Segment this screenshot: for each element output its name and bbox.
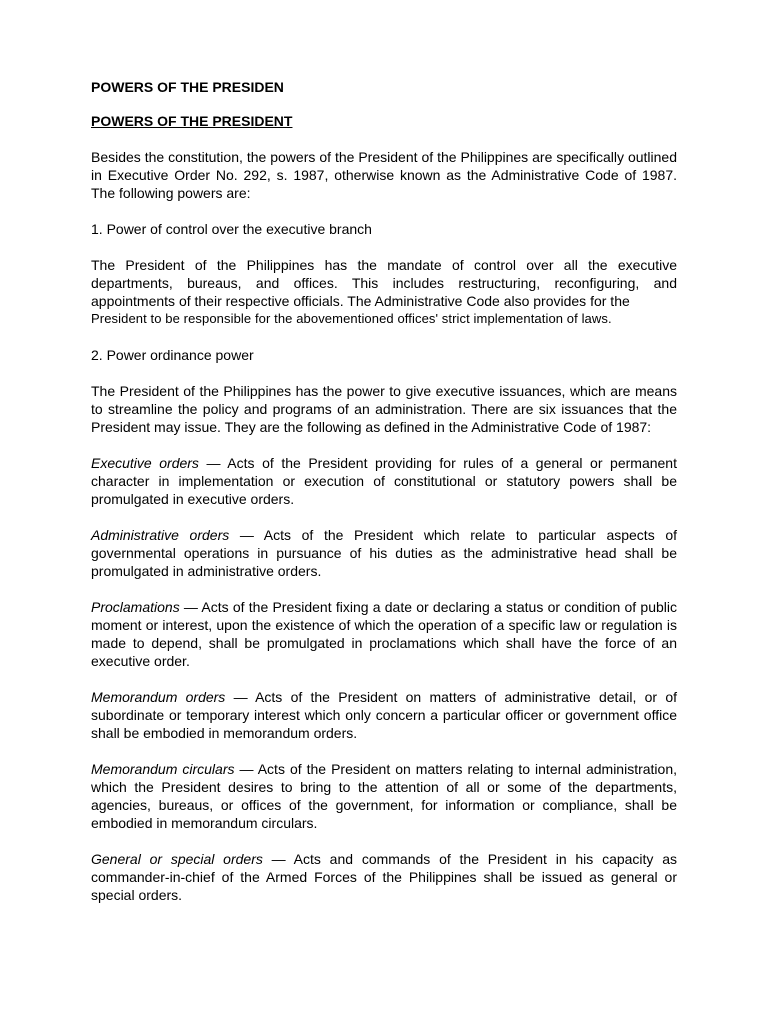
section-1-body xyxy=(91,256,677,328)
issuance-term: Memorandum orders xyxy=(91,689,226,705)
document-title-top: POWERS OF THE PRESIDEN xyxy=(91,79,284,95)
issuance-term: Memorandum circulars xyxy=(91,761,235,777)
issuance-dash: — xyxy=(262,851,294,867)
issuance-memorandum-orders xyxy=(91,688,677,742)
issuance-text: Acts of the President providing for rules of a general or permanent character in implementation or execution of constitutional or statutory powers shall be promulgated in executive orders. xyxy=(91,455,677,507)
issuance-text: Acts of the President fixing a date or declaring a status or condition of public moment or interest, upon the existence of which the operation of a specific law or regulation is made to depend, shall be promulgated in proclamations which shall have the force of an executive order. xyxy=(91,599,678,669)
issuance-general-special-orders xyxy=(91,850,677,904)
issuance-dash: — xyxy=(225,689,256,705)
issuance-executive-orders xyxy=(91,454,677,508)
issuance-dash: — xyxy=(179,599,202,615)
issuance-dash: — xyxy=(229,527,264,543)
section-2-body: The President of the Philippines has the power to give executive issuances, which are means to streamline the policy and programs of an administration. There are six issuances that the President may issue. They are the following as defined in the Administrative Code of 1987: xyxy=(91,383,677,435)
section-1-body-last-line: President to be responsible for the abovementioned offices' strict implementation of laws. xyxy=(91,311,612,326)
issuance-memorandum-circulars xyxy=(91,760,677,832)
intro-paragraph: Besides the constitution, the powers of the President of the Philippines are specifically outlined in Executive Order No. 292, s. 1987, otherwise known as the Administrative Code of 1987. The following powers are: xyxy=(91,149,677,201)
issuance-term: Executive orders xyxy=(91,455,199,471)
section-2-heading: 2. Power ordinance power xyxy=(91,347,254,363)
issuance-term: Proclamations xyxy=(91,599,180,615)
issuance-text: Acts of the President on matters of administrative detail, or of subordinate or temporary interest which only concern a particular officer or government office shall be embodied in memorandum orders. xyxy=(91,689,677,741)
issuance-dash: — xyxy=(198,455,228,471)
section-1-body-text: The President of the Philippines has the mandate of control over all the executive departments, bureaus, and offices. This includes restructuring, reconfiguring, and appointments of their respective officials. The Administrative Code also provides for the xyxy=(91,257,677,309)
issuance-term: Administrative orders xyxy=(91,527,230,543)
document-title: POWERS OF THE PRESIDENT xyxy=(91,113,293,129)
issuance-dash: — xyxy=(234,761,258,777)
issuance-administrative-orders xyxy=(91,526,677,580)
issuance-proclamations xyxy=(91,598,677,670)
issuance-text: Acts and commands of the President in his capacity as commander-in-chief of the Armed Forces of the Philippines shall be issued as general or special orders. xyxy=(91,851,677,903)
issuance-term: General or special orders xyxy=(91,851,263,867)
document-page xyxy=(91,78,677,922)
issuance-text: Acts of the President on matters relating to internal administration, which the President desires to bring to the attention of all or some of the departments, agencies, bureaus, or offices of the government, for information or compliance, shall be embodied in memorandum circulars. xyxy=(91,761,677,831)
issuance-text: Acts of the President which relate to particular aspects of governmental operations in pursuance of his duties as the administrative head shall be promulgated in administrative orders. xyxy=(91,527,678,579)
section-1-heading: 1. Power of control over the executive branch xyxy=(91,221,372,237)
